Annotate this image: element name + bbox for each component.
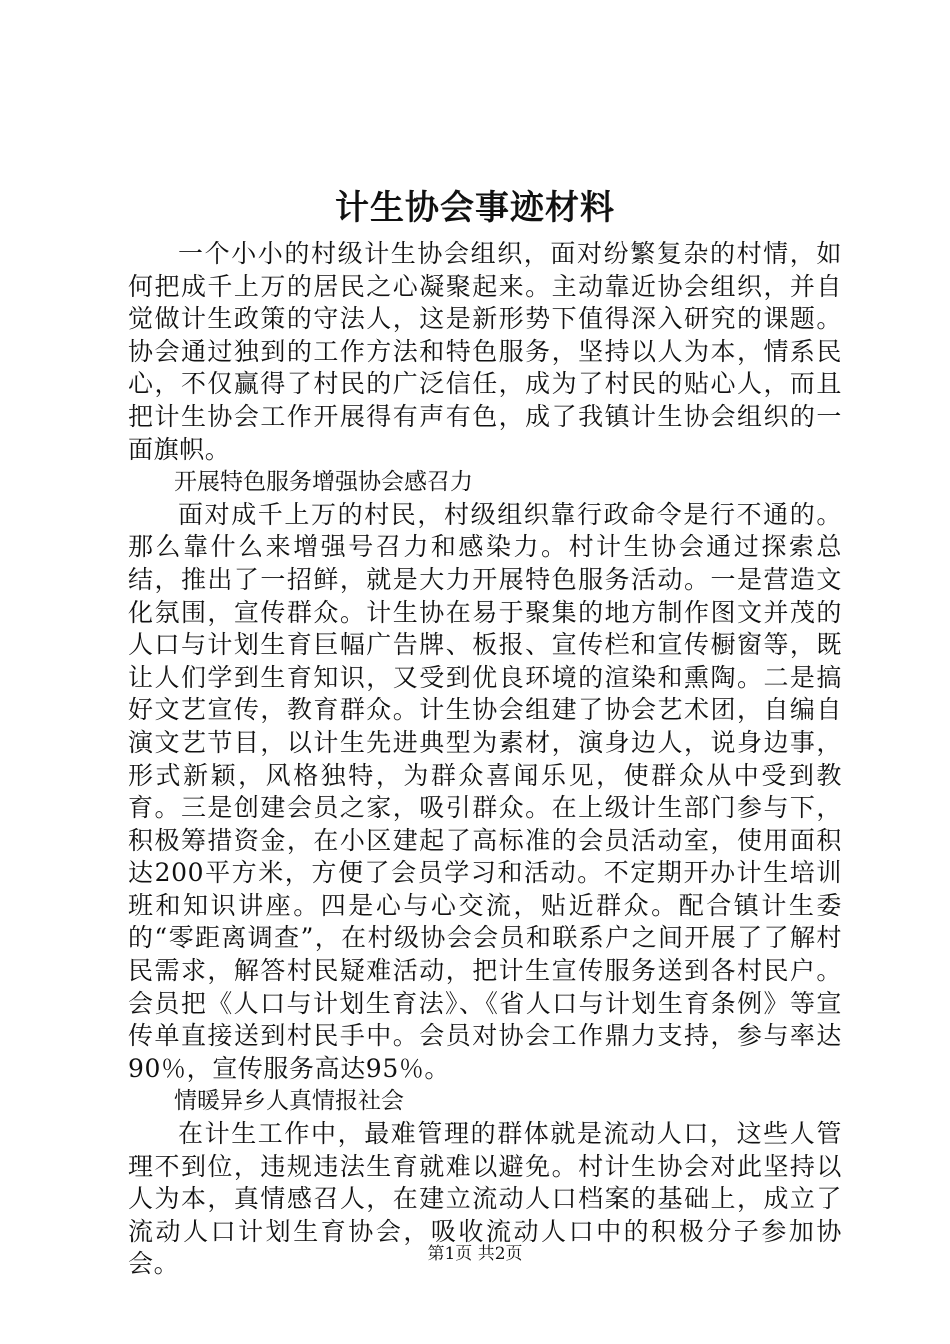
document-title: 计生协会事迹材料 (335, 188, 615, 228)
page-footer: 第1页 共2页 (427, 1244, 523, 1264)
document-body (128, 238, 842, 1281)
section-heading-special-services: 开展特色服务增强协会感召力 (174, 469, 473, 496)
intro-paragraph: 一个小小的村级计生协会组织，面对纷繁复杂的村情，如何把成千上万的居民之心凝聚起来。主动靠近协会组织，并自觉做计生政策的守法人，这是新形势下值得深入研究的课题。协会通过独到的工作方法和特色服务，坚持以人为本，情系民心，不仅赢得了村民的广泛信任，成为了村民的贴心人，而且把计生协会工作开展得有声有色，成了我镇计生协会组织的一面旗帜。 (128, 239, 842, 464)
special-services-paragraph: 面对成千上万的村民，村级组织靠行政命令是行不通的。那么靠什么来增强号召力和感染力。村计生协会通过探索总结，推出了一招鲜，就是大力开展特色服务活动。一是营造文化氛围，宣传群众。计生协在易于聚集的地方制作图文并茂的人口与计划生育巨幅广告牌、板报、宣传栏和宣传橱窗等，既让人们学到生育知识，又受到优良环境的渲染和熏陶。二是搞好文艺宣传，教育群众。计生协会组建了协会艺术团，自编自演文艺节目，以计生先进典型为素材，演身边人，说身边事，形式新颖，风格独特，为群众喜闻乐见，使群众从中受到教育。三是创建会员之家，吸引群众。在上级计生部门参与下，积极筹措资金，在小区建起了高标准的会员活动室，使用面积达200平方米，方便了会员学习和活动。不定期开办计生培训班和知识讲座。四是心与心交流，贴近群众。配合镇计生委的“零距离调查”，在村级协会会员和联系户之间开展了了解村民需求，解答村民疑难活动，把计生宣传服务送到各村民户。会员把《人口与计划生育法》、《省人口与计划生育条例》等宣传单直接送到村民手中。会员对协会工作鼎力支持，参与率达90％，宣传服务高达95％。 (128, 499, 842, 1083)
section-heading-migrant-population: 情暖异乡人真情报社会 (174, 1088, 404, 1115)
migrant-population-paragraph: 在计生工作中，最难管理的群体就是流动人口，这些人管理不到位，违规违法生育就难以避免。村计生协会对此坚持以人为本，真情感召人，在建立流动人口档案的基础上，成立了流动人口计划生育协会，吸收流动人口中的积极分子参加协会。 (128, 1119, 842, 1279)
